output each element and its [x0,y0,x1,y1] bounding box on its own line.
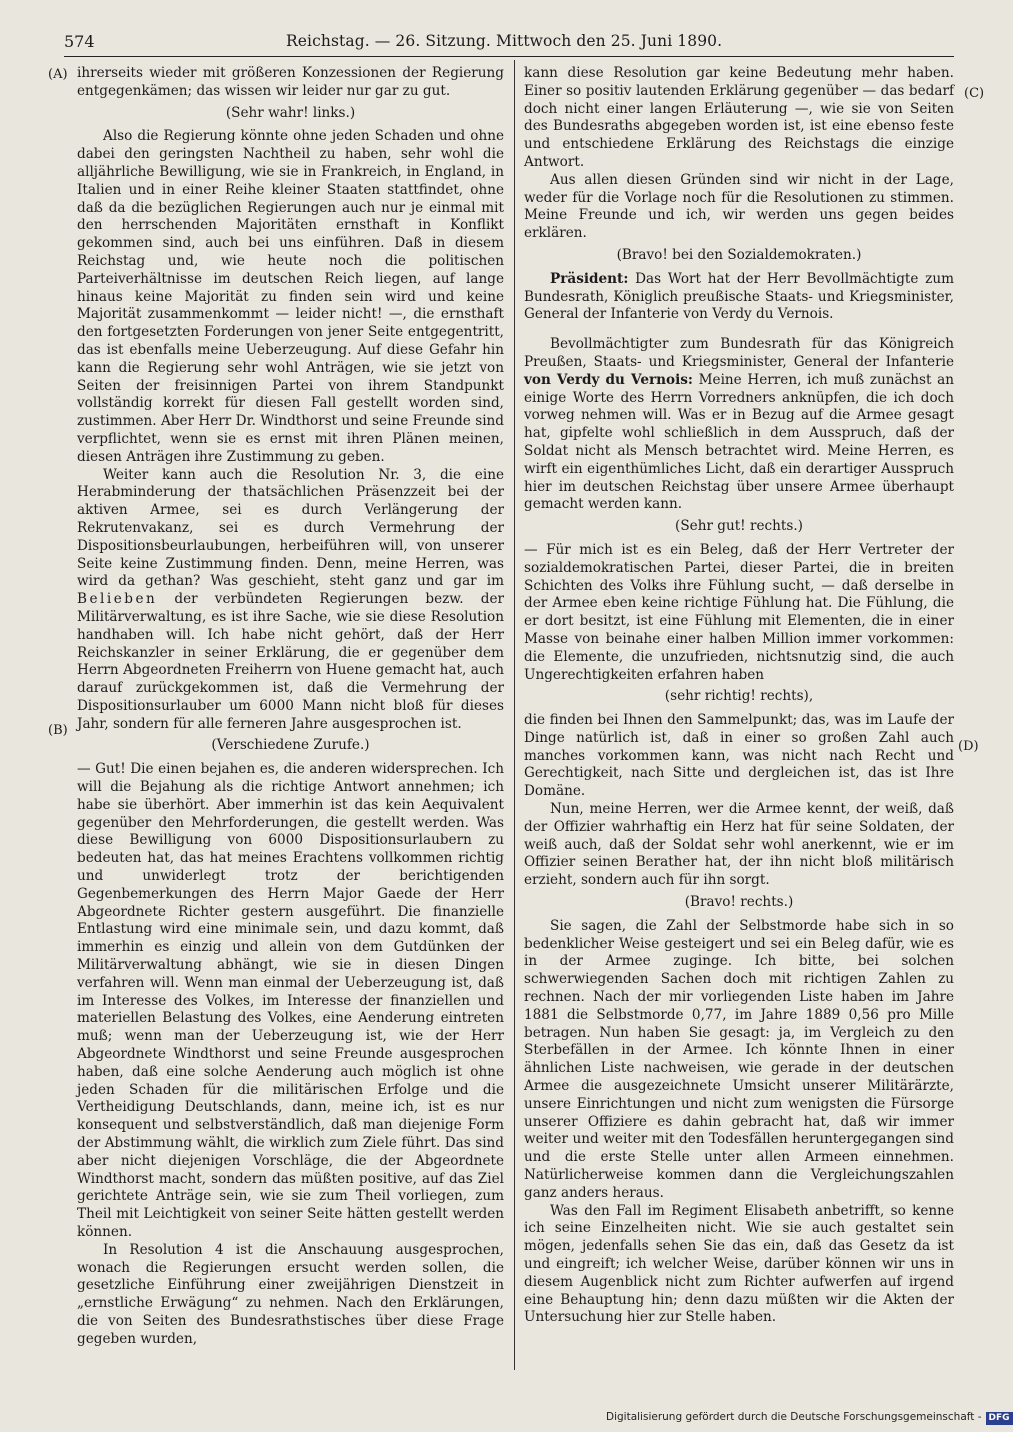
emphasis-spaced: Belieben [77,591,158,608]
text-run: Weiter kann auch die Resolution Nr. 3, die eine Herabminderung der thatsächlichen Präsenzzeit bei der aktiven Armee, sei es durch Verlängerung der Rekrutenvakanz, sei es durch Vermehrung der Dispositionsbeurlaubungen, herbeiführen will, von unserer Seite keine Zustimmung finden. Denn, meine Herren, was wird da gethan? Was geschieht, steht ganz und gar im [77,466,504,590]
text-run: Bevollmächtigter zum Bundesrath für das Königreich Preußen, Staats- und Kriegsminister, General der Infanterie [524,336,954,370]
paragraph: ihrerseits wieder mit größeren Konzessionen der Regierung entgegenkämen; das wissen wir leider nur gar zu gut. [77,65,504,99]
interjection: (Sehr wahr! links.) [225,104,356,121]
paragraph [77,467,504,734]
text-run: Das Wort hat der Herr Bevollmächtigte zum Bundesrath, Königlich preußische Staats- und Kriegsminister, General der Infanterie von Verdy du Vernois. [524,270,954,323]
right-column [524,65,954,1327]
paragraph: Aus allen diesen Gründen sind wir nicht in der Lage, weder für die Vorlage noch für die Resolutionen zu stimmen. Meine Freunde und ich, wir werden uns gegen beides erklären. [524,171,954,242]
paragraph [524,271,954,324]
paragraph: — Gut! Die einen bejahen es, die anderen widersprechen. Ich will die Bejahung als die richtige Antwort annehmen; ich habe sie überhört. Aber immerhin ist das kein Aequivalent gegenüber den Mehrforderungen, die gestellt werden. Was diese Bewilligung von 6000 Dispositionsurlaubern zu bedeuten hat, das hat meines Erachtens vollkommen richtig und unwiderlegt trotz der berichtigenden Gegenbemerkungen des Herrn Major Gaede der Herr Abgeordnete Richter gestern ausgeführt. Die finanzielle Entlastung wird eine minimale sein, und dazu kommt, daß immerhin es einzig und allein von dem Gutdünken der Militärverwaltung abhängt, wie sie in diesen Dingen verfahren will. Wenn man einmal der Ueberzeugung ist, daß im Interesse des Volkes, im Interesse der finanziellen und materiellen Belastung des Volkes, eine Aenderung eintreten muß; wenn man der Ueberzeugung ist, wie der Herr Abgeordnete Windthorst und seine Freunde ausgesprochen haben, daß eine solche Aenderung auch möglich ist ohne jeden Schaden für die militärischen Erfolge und die Vertheidigung Deutschlands, dann, meine ich, ist es nur konsequent und selbstverständlich, daß man diejenige Form der Abstimmung wählt, die wirklich zum Ziele führt. Das sind aber nicht diejenigen Vorschläge, die der Abgeordnete Windthorst macht, sondern das müßten positive, auf das Ziel gerichtete Anträge sein, wie sie zum Theil vorliegen, zum Theil mit Leichtigkeit von seiner Seite hätten gestellt werden können. [77,761,504,1240]
margin-mark-c: (C) [964,86,985,101]
interjection: (Sehr gut! rechts.) [675,518,803,535]
text-run: der verbündeten Regierungen bezw. der Militärverwaltung, es ist ihre Sache, wie sie diese Resolution handhaben will. Ich habe nicht gehört, daß der Herr Reichskanzler in seiner Erklärung, die er gegenüber dem Herrn Abgeordneten Freiherrn von Huene gemacht hat, auch darauf zurückgekommen ist, daß die Vermehrung der Dispositionsurlauber um 6000 Mann nicht bloß für dieses Jahr, sondern für alle ferneren Jahre ausgesprochen ist. [77,591,504,732]
paragraph [524,336,954,514]
paragraph: Was den Fall im Regiment Elisabeth anbetrifft, so kenne ich seine Einzelheiten nicht. Wie sie auch gestaltet sein mögen, jedenfalls sehen Sie das ein, daß das Gesetz da ist und eingreift; ich welcher Weise, darüber können wir uns in diesem Augenblick nicht zum Richter aufwerfen auf irgend eine Behauptung hin; denn dazu müßten wir die Akten der Untersuchung hier zur Stelle haben. [524,1202,954,1326]
footer-text: Digitalisierung gefördert durch die Deutsche Forschungsgemeinschaft - [606,1411,982,1423]
running-title: Reichstag. — 26. Sitzung. Mittwoch den 25. Juni 1890. [286,32,723,50]
speaker-name: Präsident: [550,270,629,287]
paragraph: Nun, meine Herren, wer die Armee kennt, der weiß, daß der Offizier wahrhaftig ein Herz hat für seine Soldaten, der weiß auch, daß der Soldat sehr wohl anerkennt, wie er im Offizier seinen Berather hat, der ihn nicht bloß militärisch erzieht, sondern auch für ihn sorgt. [524,801,954,889]
margin-mark-d: (D) [958,739,979,754]
margin-mark-a: (A) [48,67,68,82]
paragraph: — Für mich ist es ein Beleg, daß der Herr Vertreter der sozialdemokratischen Partei, dieser Partei, die in breiten Schichten des Volks ihre Fühlung sucht, — daß derselbe in der Armee eben keine richtige Fühlung hat. Die Fühlung, die er dort besitzt, ist eine Fühlung mit Elementen, die in einer Masse von beinahe einer halben Million immer vorkommen: die Elemente, die unzufrieden, nichtsnutzig sind, die auch Ungerechtigkeiten erfahren haben [524,541,954,683]
header-rule [64,56,954,57]
dfg-logo: DFG [986,1412,1013,1425]
interjection: (Bravo! bei den Sozialdemokraten.) [616,246,862,263]
margin-mark-b: (B) [48,723,68,738]
text-run: Meine Herren, ich muß zunächst an einige Worte des Herrn Vorredners anknüpfen, die ich doch vorweg nehmen will. Was er in Bezug auf die Armee gesagt hat, gipfelte wohl schließlich in dem Ausspruch, daß der Soldat nicht als Mensch betrachtet wird. Meine Herren, es wirft ein eigenthümliches Licht, daß ein derartiger Ausspruch hier im deutschen Reichstag über unsere Armee überhaupt gemacht werden kann. [524,371,955,513]
digitization-footer [606,1411,1013,1425]
left-column [77,65,504,1349]
column-divider [514,60,515,1370]
paragraph: kann diese Resolution gar keine Bedeutung mehr haben. Einer so positiv lautenden Erklärung gegenüber — das bedarf doch nicht einer langen Erläuterung —, wie sie von Seiten des Bundesraths abgegeben worden ist, ist eine ebenso feste und entschiedene Erklärung des Reichstags die einzige Antwort. [524,65,954,170]
interjection: (Bravo! rechts.) [684,894,794,911]
paragraph: Sie sagen, die Zahl der Selbstmorde habe sich in so bedenklicher Weise gesteigert und sei ein Beleg dafür, wie es in der Armee zuginge. Ich bitte, bei solchen schwerwiegenden Sachen doch mit richtigen Zahlen zu rechnen. Nach der mir vorliegenden Liste haben im Jahre 1881 die Selbstmorde 0,77, im Jahre 1889 0,56 pro Mille betragen. Nun haben Sie gesagt: ja, im Vergleich zu den Sterbefällen in der Armee. Ich könnte Ihnen in einer ähnlichen Liste nachweisen, wie gerade in der deutschen Armee die ausgezeichnete Umsicht unserer Militärärzte, unsere Einrichtungen und nicht zum wenigsten die Fürsorge unserer Offiziere es dahin gebracht hat, daß wir immer weiter und weiter mit den Todesfällen heruntergegangen sind und die erste Stelle unter allen Armeen einnehmen. Natürlicherweise kommen dann die Vergleichungszahlen ganz anders heraus. [524,917,954,1201]
paragraph: Also die Regierung könnte ohne jeden Schaden und ohne dabei den geringsten Nachtheil zu haben, sehr wohl die alljährliche Bewilligung, wie sie in Frankreich, in England, in Italien und in einer Reihe kleiner Staaten stattfindet, ohne daß da die bezüglichen Regierungen auch nur je einmal mit den herrschenden Majoritäten ernsthaft in Konflikt gekommen sind, auch bei uns einführen. Daß in diesem Reichstag und, wie heute noch die politischen Parteiverhältnisse im deutschen Reich liegen, auf lange hinaus keine Majorität zu finden sein wird und keine Majorität zusammenkommt — leider nicht! —, die ernsthaft den fortgesetzten Forderungen von jener Seite entgegentritt, das ist ebenfalls meine Ueberzeugung. Auf diese Gefahr hin kann die Regierung sehr wohl Anträgen, wie sie jetzt von Seiten der freisinnigen Partei von ihrem Standpunkt vollständig korrekt für diesen Fall gestellt worden sind, zustimmen. Aber Herr Dr. Windthorst und seine Freunde sind verpflichtet, wenn sie es ernst mit ihren Plänen meinen, diesen Anträgen ihre Zustimmung zu geben. [77,128,504,465]
speaker-name: von Verdy du Vernois: [524,371,693,388]
interjection: (Verschiedene Zurufe.) [211,737,370,754]
paragraph: die finden bei Ihnen den Sammelpunkt; das, was im Laufe der Dinge natürlich ist, daß in einer so großen Zahl auch manches vorkommen kann, was nicht nach Recht und Gerechtigkeit, nach Sitte und dergleichen ist, das ist Ihre Domäne. [524,712,954,800]
interjection: (sehr richtig! rechts), [664,688,814,705]
page-number: 574 [64,32,95,51]
paragraph: In Resolution 4 ist die Anschauung ausgesprochen, wonach die Regierungen ersucht werden sollen, die gesetzliche Einführung einer zweijährigen Dienstzeit in „ernstliche Erwägung“ zu nehmen. Nach den Erklärungen, die von Seiten des Bundesrathstisches über diese Frage gegeben wurden, [77,1241,504,1347]
